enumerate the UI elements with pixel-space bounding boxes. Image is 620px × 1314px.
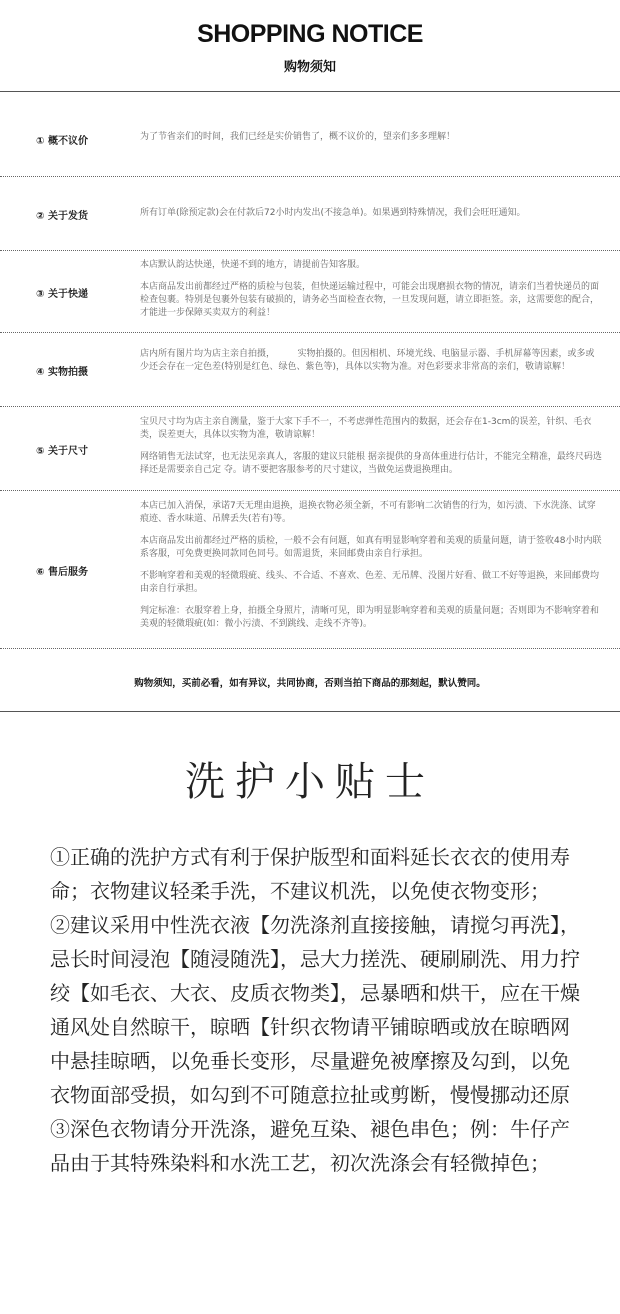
care-tips-body xyxy=(50,840,580,1180)
notice-paragraph: 本店商品发出前都经过严格的质检与包装，但快递运输过程中，可能会出现磨损衣物的情况，请亲们当着快递员的面检查包裹。特别是包裹外包装有破损的，请务必当面检查衣物，一旦发现问题，请立即拒签。亲，这需要您的配合，才能进一步保障买卖双方的利益！ xyxy=(140,282,600,318)
notice-paragraph: 不影响穿着和美观的轻微瑕疵、线头、不合适、不喜欢、色差、无吊牌、没图片好看、做工不好等退换，来回邮费均由亲自行承担。 xyxy=(140,571,600,594)
page-subtitle: 购物须知 xyxy=(283,60,336,75)
notice-label-shipping: ② 关于发货 xyxy=(36,211,88,222)
notice-paragraph: 为了节省亲们的时间，我们已经是实价销售了，概不议价的，望亲们多多理解！ xyxy=(140,132,456,142)
notice-paragraph: 所有订单(除预定款)会在付款后72小时内发出(不接急单)。如果遇到特殊情况，我们会旺旺通知。 xyxy=(140,208,526,218)
notice-paragraph: 本店默认韵达快递，快递不到的地方，请提前告知客服。 xyxy=(140,260,366,270)
row-divider xyxy=(0,332,620,333)
notice-paragraph: 宝贝尺寸均为店主亲自测量，鉴于大家下手不一，不考虑弹性范围内的数据，还会存在1-3cm的误差，针织、毛衣类，误差更大，具体以实物为准，敬请谅解！ xyxy=(140,417,592,440)
row-divider xyxy=(0,406,620,407)
page-title: SHOPPING NOTICE xyxy=(197,20,423,48)
care-tips-title: 洗护小贴士 xyxy=(185,759,435,805)
row-divider xyxy=(0,176,620,177)
notice-text-size xyxy=(140,416,602,477)
notice-label-size: ⑤ 关于尺寸 xyxy=(36,446,88,457)
row-divider xyxy=(0,648,620,649)
notice-paragraph: 本店已加入消保，承诺7天无理由退换，退换衣物必须全新，不可有影响二次销售的行为，如污渍、下水洗涤、试穿痕迹、香水味道、吊牌丢失(若有)等。 xyxy=(140,501,596,524)
care-tip-paragraph: ①正确的洗护方式有利于保护版型和面料延长衣衣的使用寿命；衣物建议轻柔手洗，不建议机洗，以免使衣物变形； xyxy=(50,845,570,903)
notice-footer: 购物须知，买前必看，如有异议，共同协商，否则当拍下商品的那刻起，默认赞同。 xyxy=(134,678,486,689)
header-divider xyxy=(0,91,620,92)
notice-label-price: ① 概不议价 xyxy=(36,136,88,147)
row-divider xyxy=(0,490,620,491)
notice-paragraph: 本店商品发出前都经过严格的质检，一般不会有问题，如真有明显影响穿着和美观的质量问题，请于签收48小时内联系客服，可免费更换同款同色同号。如需退货，来回邮费由亲自行承担。 xyxy=(140,536,602,559)
notice-label-photos: ④ 实物拍摄 xyxy=(36,367,88,378)
notice-paragraph: 网络销售无法试穿，也无法见亲真人，客服的建议只能根 据亲提供的身高体重进行估计，不能完全精准，最终尺码选择还是需要亲自己定 夺。请不要把客服参考的尺寸建议，当做免运费退换理由。 xyxy=(140,452,602,475)
notice-label-courier: ③ 关于快递 xyxy=(36,289,88,300)
notice-label-after-sales: ⑥ 售后服务 xyxy=(36,567,88,578)
page-header xyxy=(0,0,620,92)
notice-paragraph: 判定标准：衣服穿着上身，拍摄全身照片，清晰可见，即为明显影响穿着和美观的质量问题；否则即为不影响穿着和美观的轻微瑕疵(如：微小污渍、不到跳线、走线不齐等)。 xyxy=(140,606,600,629)
notice-paragraph: 店内所有图片均为店主亲自拍摄， 实物拍摄的。但因相机、环境光线、电脑显示器、手机屏幕等因素，或多或少还会存在一定色差(特别是红色、绿色、紫色等)，具体以实物为准。对色彩要求非常高的亲们，敬请谅解！ xyxy=(140,349,595,372)
care-tip-paragraph: ②建议采用中性洗衣液【勿洗涤剂直接接触，请搅匀再洗】，忌长时间浸泡【随浸随洗】，忌大力搓洗、硬刷刷洗、用力拧绞【如毛衣、大衣、皮质衣物类】，忌暴晒和烘干，应在干燥通风处自然晾干，晾晒【针织衣物请平铺晾晒或放在晾晒网中悬挂晾晒，以免垂长变形，尽量避免被摩擦及勾到，以免衣物面部受损，如勾到不可随意拉扯或剪断，慢慢挪动还原 xyxy=(50,913,580,1107)
notice-text-price xyxy=(140,131,602,144)
section-divider xyxy=(0,711,620,712)
care-tip-paragraph: ③深色衣物请分开洗涤，避免互染、褪色串色；例：牛仔产品由于其特殊染料和水洗工艺，初次洗涤会有轻微掉色； xyxy=(50,1117,570,1175)
notice-text-courier xyxy=(140,259,602,320)
notice-text-after-sales xyxy=(140,500,602,631)
row-divider xyxy=(0,250,620,251)
notice-text-shipping xyxy=(140,207,602,220)
notice-text-photos xyxy=(140,348,602,374)
